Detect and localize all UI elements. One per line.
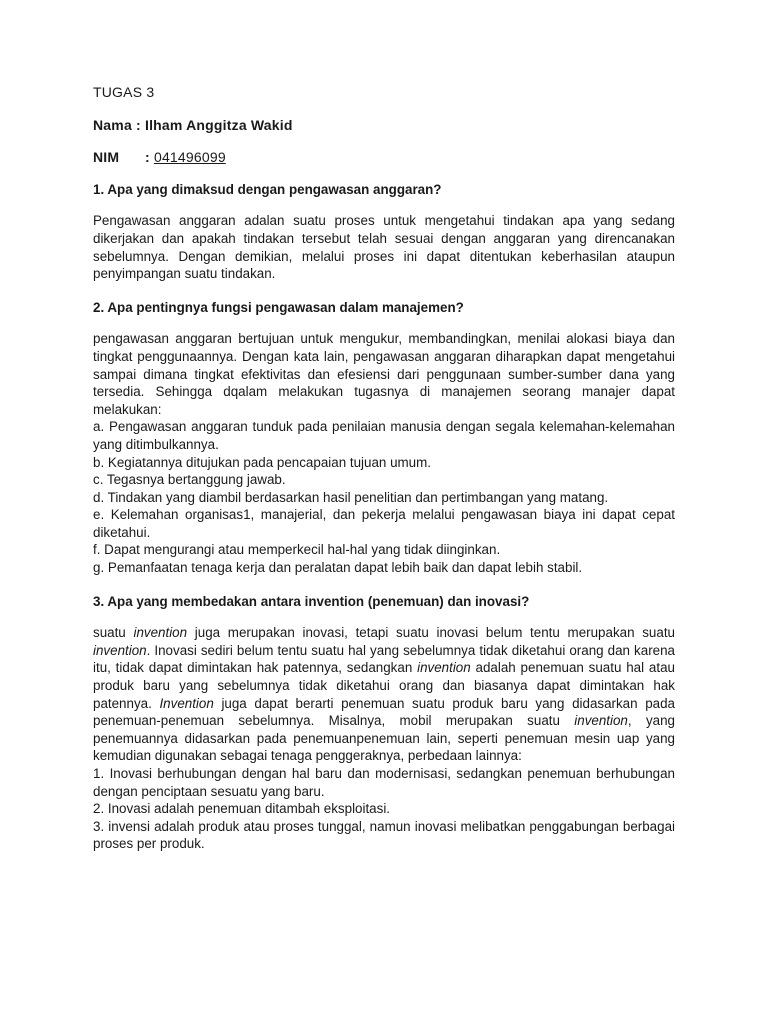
list-item: 1. Inovasi berhubungan dengan hal baru dan modernisasi, sedangkan penemuan berhubungan dengan penciptaan sesuatu yang baru. <box>93 766 675 799</box>
list-item: 2. Inovasi adalah penemuan ditambah eksploitasi. <box>93 801 391 817</box>
nim-separator: : <box>145 149 154 166</box>
list-item: a. Pengawasan anggaran tunduk pada penilaian manusia dengan segala kelemahan-kelemahan yang ditimbulkannya. <box>93 419 675 452</box>
answer-2 <box>93 330 675 576</box>
list-item: g. Pemanfaatan tenaga kerja dan peralatan dapat lebih baik dan dapat lebih stabil. <box>93 560 583 576</box>
italic-term: Invention <box>159 695 214 711</box>
list-item: e. Kelemahan organisas1, manajerial, dan pekerja melalui pengawasan biaya ini dapat cepat diketahui. <box>93 507 675 540</box>
answer-1-paragraph: Pengawasan anggaran adalan suatu proses untuk mengetahui tindakan apa yang sedang dikerjakan dan apakah tindakan tersebut telah sesuai dengan anggaran yang direncanakan sebelumnya. Dengan demikian, melalui proses ini dapat ditentukan keberhasilan ataupun penyimpangan suatu tindakan. <box>93 213 675 282</box>
question-3: 3. Apa yang membedakan antara invention (penemuan) dan inovasi? <box>93 593 530 609</box>
nim-value: 041496099 <box>153 149 226 166</box>
list-item: f. Dapat mengurangi atau memperkecil hal-hal yang tidak diinginkan. <box>93 542 501 558</box>
nim-line <box>93 149 675 167</box>
text-run: juga merupakan inovasi, tetapi suatu inovasi belum tentu merupakan suatu <box>187 625 675 641</box>
italic-term: invention <box>574 713 628 729</box>
question-2: 2. Apa pentingnya fungsi pengawasan dalam manajemen? <box>93 299 464 315</box>
document-page <box>93 84 675 869</box>
text-run: juga dapat berarti penemuan suatu produk baru yang didasarkan pada penemuan-penemuan sebelumnya. Misalnya, mobil merupakan suatu <box>93 695 675 729</box>
italic-term: invention <box>133 625 188 641</box>
name-line <box>93 117 675 135</box>
list-item: d. Tindakan yang diambil berdasarkan hasil penelitian dan pertimbangan yang matang. <box>93 489 609 505</box>
italic-term: invention <box>93 642 147 658</box>
list-item: b. Kegiatannya ditujukan pada pencapaian tujuan umum. <box>93 454 431 470</box>
question-1: 1. Apa yang dimaksud dengan pengawasan anggaran? <box>93 181 442 197</box>
answer-2-intro: pengawasan anggaran bertujuan untuk mengukur, membandingkan, menilai alokasi biaya dan tingkat penggunaannya. Dengan kata lain, pengawasan anggaran diharapkan dapat mengetahui sampai dimana tingkat efektivitas dan efesiensi dari penggunaan sumber-sumber dana yang tersedia. Sehingga dqalam melakukan tugasnya di manajemen seorang manajer dapat melakukan: <box>93 331 675 417</box>
text-run: , yang penemuannya didasarkan pada penemuanpenemuan lain, seperti penemuan mesin uap yang kemudian digunakan sebagai tenaga penggeraknya, perbedaan lainnya: <box>93 713 675 764</box>
nim-label: NIM <box>93 149 120 166</box>
text-run: adalah penemuan suatu hal atau produk baru yang sebelumnya tidak diketahui orang dan biasanya dapat dimintakan hak patennya. <box>93 660 675 711</box>
text-run: suatu <box>93 625 134 641</box>
answer-1 <box>93 212 675 282</box>
doc-title: TUGAS 3 <box>93 84 155 100</box>
list-item: c. Tegasnya bertanggung jawab. <box>93 472 286 488</box>
name-value: Ilham Anggitza Wakid <box>144 116 293 133</box>
italic-term: invention <box>417 660 471 676</box>
answer-3 <box>93 624 675 853</box>
text-run: . Inovasi sediri belum tentu suatu hal yang sebelumnya tidak diketahui orang dan karena itu, tidak dapat dimintakan hak patennya, sedangkan <box>93 642 675 676</box>
answer-3-paragraph <box>93 624 675 765</box>
name-label: Nama : <box>93 116 145 133</box>
list-item: 3. invensi adalah produk atau proses tunggal, namun inovasi melibatkan penggabungan berbagai proses per produk. <box>93 818 675 852</box>
